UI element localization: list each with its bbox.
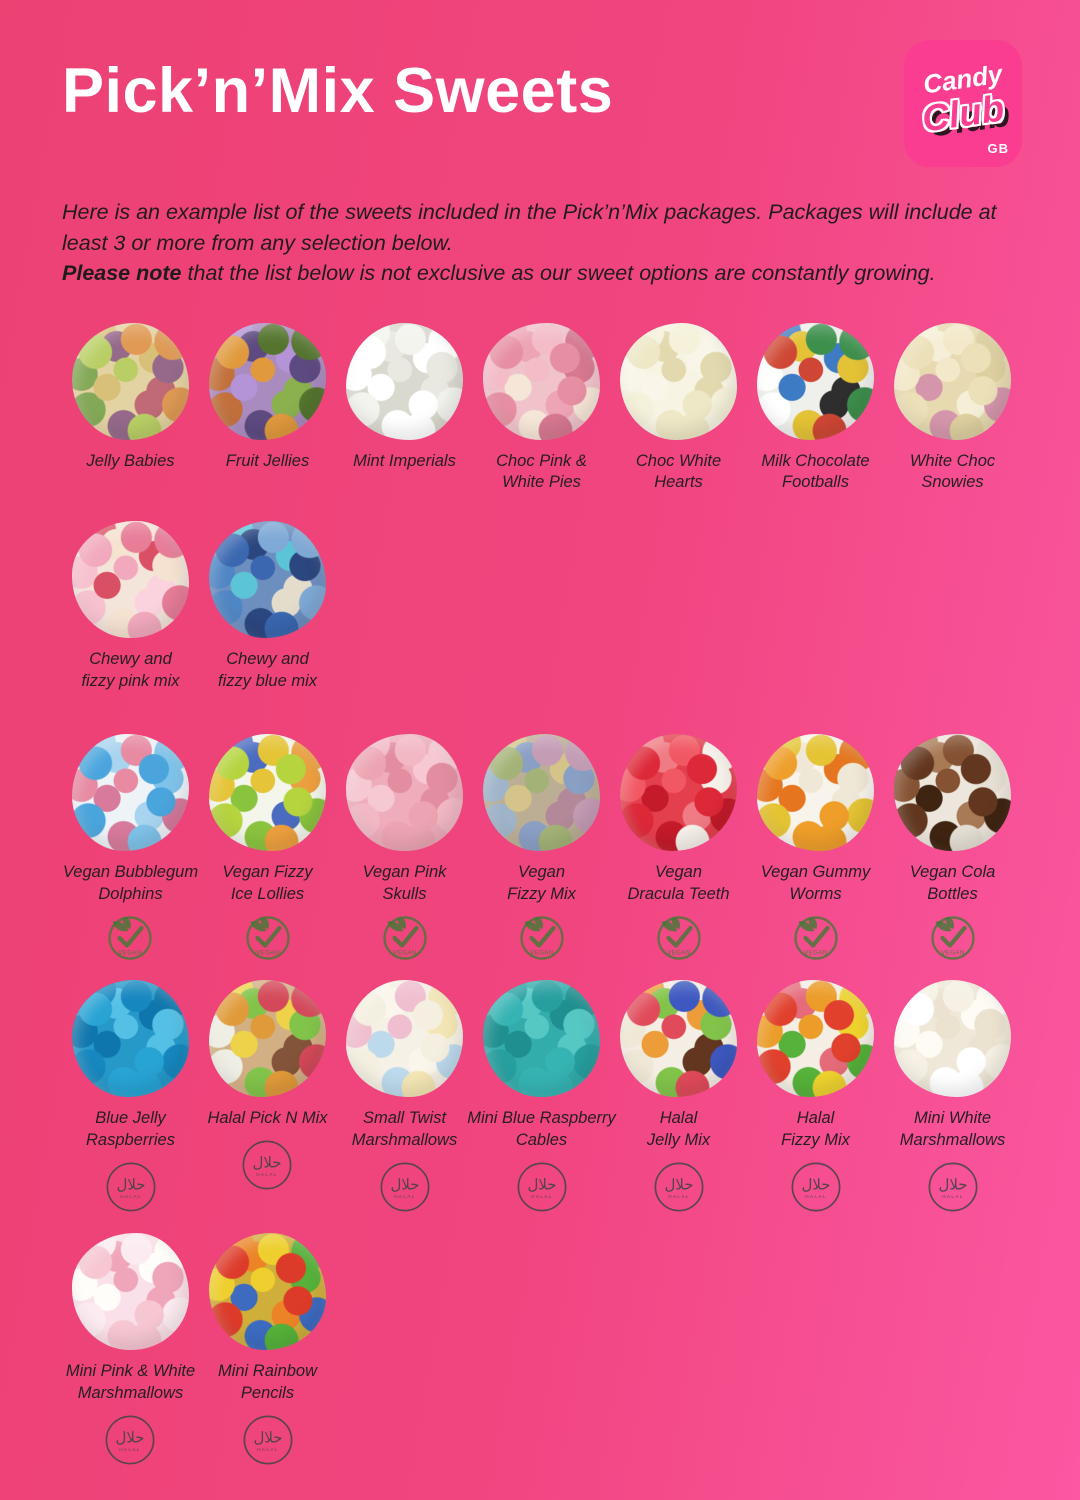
halal-icon: [653, 1161, 705, 1213]
sweet-item: [209, 1233, 326, 1466]
halal-badge-arabic: حلال: [252, 1429, 283, 1447]
sweet-photo: [72, 980, 189, 1097]
sweet-photo: [483, 323, 600, 440]
sweet-label-line: Fruit Jellies: [225, 451, 310, 470]
vegan-icon: [519, 915, 565, 961]
vegan-badge: [519, 915, 565, 961]
sweet-photo: [72, 323, 189, 440]
sweet-label-line: Marshmallows: [77, 1383, 184, 1402]
sweet-label-line: Blue Jelly: [95, 1109, 166, 1128]
logo-word-candy: Candy: [921, 58, 1005, 99]
sweet-item: [894, 734, 1011, 961]
sweet-label-line: Worms: [789, 885, 842, 904]
sweet-item: [757, 323, 874, 495]
halal-badge: [241, 1139, 293, 1191]
vegan-badge-text: VEGAN: [392, 950, 417, 957]
sweet-label: [218, 649, 317, 693]
sweet-photo: [620, 323, 737, 440]
halal-badge-arabic: حلال: [800, 1176, 831, 1194]
sweet-label-line: Mini White: [913, 1109, 991, 1128]
sweet-item: [346, 980, 463, 1213]
sweet-label: [910, 862, 996, 906]
sweet-label-line: Vegan Gummy: [760, 863, 871, 882]
sweet-item: [483, 734, 600, 961]
sweet-item: [209, 521, 326, 693]
sweet-label-line: Mini Pink & White: [65, 1362, 196, 1381]
logo-word-club: Club: [919, 86, 1007, 140]
sweet-label-line: Choc White: [635, 451, 722, 470]
sweet-item: [346, 734, 463, 961]
sweet-label-line: Chewy and: [226, 650, 309, 669]
sweet-label: [218, 1361, 317, 1405]
sweet-label: [63, 862, 198, 906]
sweet-item: [620, 734, 737, 961]
sweet-label: [66, 1361, 195, 1405]
sweet-photo: [209, 734, 326, 851]
sweet-item: [63, 734, 198, 961]
sweet-item: [620, 980, 737, 1213]
sweet-label: [781, 1108, 850, 1152]
sweets-grid: [62, 323, 1022, 1466]
sweet-photo: [346, 980, 463, 1097]
vegan-badge-text: VEGAN: [529, 950, 554, 957]
halal-badge: [105, 1161, 157, 1213]
sweet-label: [761, 451, 869, 495]
sweets-row: [62, 734, 1022, 961]
sweets-row: [62, 323, 1022, 495]
sweet-photo: [894, 323, 1011, 440]
sweet-label-line: Vegan: [654, 863, 703, 882]
sweet-label-line: Vegan: [517, 863, 566, 882]
vegan-badge: [382, 915, 428, 961]
sweet-label-line: Cables: [515, 1131, 568, 1150]
sweet-label-line: Mini Rainbow: [217, 1362, 318, 1381]
sweet-label-line: Halal Pick N Mix: [207, 1109, 328, 1128]
sweet-item: [894, 323, 1011, 495]
sweet-label-line: Halal: [659, 1109, 698, 1128]
sweet-item: [207, 980, 327, 1213]
sweet-label: [353, 451, 456, 473]
sweet-item: [209, 323, 326, 495]
sweets-row: [62, 980, 1022, 1213]
halal-badge: [927, 1161, 979, 1213]
sweet-item: [346, 323, 463, 495]
halal-badge-text: HALAL: [941, 1194, 964, 1200]
halal-badge-text: HALAL: [119, 1194, 142, 1200]
vegan-badge-text: VEGAN: [803, 950, 828, 957]
vegan-badge-text: VEGAN: [118, 950, 143, 957]
sweet-label-line: Jelly Babies: [86, 451, 175, 470]
vegan-badge-text: VEGAN: [255, 950, 280, 957]
sweet-item: [72, 323, 189, 495]
halal-badge-text: HALAL: [804, 1194, 827, 1200]
sweet-label: [467, 1108, 616, 1152]
sweet-label-line: Raspberries: [86, 1131, 175, 1150]
sweet-label: [910, 451, 995, 495]
vegan-icon: [793, 915, 839, 961]
halal-icon: [927, 1161, 979, 1213]
halal-icon: [104, 1414, 156, 1466]
vegan-badge: [793, 915, 839, 961]
sweet-label-line: Mint Imperials: [353, 451, 456, 470]
sweet-photo: [209, 323, 326, 440]
sweet-item: [209, 734, 326, 961]
sweet-label: [363, 862, 447, 906]
sweet-label: [507, 862, 576, 906]
halal-badge-arabic: حلال: [252, 1154, 283, 1172]
sweet-label-line: Halal: [796, 1109, 835, 1128]
sweet-label-line: Dracula Teeth: [627, 885, 730, 904]
sweet-label-line: Fizzy Mix: [507, 885, 576, 904]
sweet-photo: [346, 734, 463, 851]
halal-badge: [516, 1161, 568, 1213]
sweet-label: [900, 1108, 1005, 1152]
halal-badge-arabic: حلال: [115, 1429, 146, 1447]
sweet-photo: [894, 980, 1011, 1097]
sweet-label-line: Vegan Pink: [362, 863, 447, 882]
sweet-label: [86, 451, 174, 473]
sweet-label-line: Mini Blue Raspberry: [467, 1109, 616, 1128]
sweet-photo: [483, 980, 600, 1097]
halal-icon: [379, 1161, 431, 1213]
sweet-label: [86, 1108, 175, 1152]
sweet-label: [627, 862, 729, 906]
halal-icon: [516, 1161, 568, 1213]
sweet-label-line: Small Twist: [362, 1109, 447, 1128]
sweet-photo: [72, 1233, 189, 1350]
halal-badge-arabic: حلال: [115, 1176, 146, 1194]
halal-badge-text: HALAL: [119, 1446, 142, 1452]
sweet-item: [483, 323, 600, 495]
sweet-label-line: Bottles: [927, 885, 978, 904]
vegan-badge: [656, 915, 702, 961]
halal-badge-text: HALAL: [667, 1194, 690, 1200]
sweet-photo: [757, 980, 874, 1097]
sweet-label: [222, 862, 312, 906]
sweet-label-line: Pencils: [240, 1383, 295, 1402]
vegan-icon: [930, 915, 976, 961]
sweet-item: [757, 980, 874, 1213]
flyer-header: [62, 40, 1022, 167]
sweet-label: [81, 649, 179, 693]
sweet-photo: [483, 734, 600, 851]
sweet-photo: [346, 323, 463, 440]
vegan-icon: [107, 915, 153, 961]
sweet-label-line: Fizzy Mix: [781, 1131, 850, 1150]
intro-note-label: Please note: [62, 261, 182, 286]
sweet-item: [66, 1233, 195, 1466]
sweet-label-line: Dolphins: [98, 885, 163, 904]
halal-badge-arabic: حلال: [663, 1176, 694, 1194]
vegan-badge: [245, 915, 291, 961]
halal-icon: [242, 1414, 294, 1466]
sweet-label-line: Choc Pink &: [496, 451, 587, 470]
sweet-label-line: Vegan Cola: [909, 863, 996, 882]
halal-icon: [105, 1161, 157, 1213]
halal-badge: [104, 1414, 156, 1466]
sweet-label-line: Milk Chocolate: [761, 451, 870, 470]
sweet-label-line: fizzy blue mix: [217, 672, 318, 691]
sweet-label-line: Snowies: [921, 473, 984, 492]
intro-note-text: that the list below is not exclusive as our sweet options are constantly growing.: [181, 261, 936, 286]
halal-badge-text: HALAL: [530, 1194, 553, 1200]
sweet-label: [647, 1108, 710, 1152]
sweet-photo: [620, 980, 737, 1097]
halal-badge-text: HALAL: [256, 1446, 279, 1452]
sweet-label: [636, 451, 721, 495]
sweet-label-line: Jelly Mix: [646, 1131, 711, 1150]
sweet-label: [226, 451, 309, 473]
halal-icon: [241, 1139, 293, 1191]
sweets-row: [62, 521, 1022, 693]
vegan-badge: [107, 915, 153, 961]
sweet-label: [352, 1108, 457, 1152]
logo-country-label: GB: [987, 141, 1009, 156]
halal-badge-text: HALAL: [256, 1172, 279, 1178]
vegan-badge-text: VEGAN: [666, 950, 691, 957]
sweet-photo: [209, 1233, 326, 1350]
sweet-label-line: Ice Lollies: [230, 885, 305, 904]
sweet-label-line: Marshmallows: [899, 1131, 1006, 1150]
sweet-item: [467, 980, 616, 1213]
sweet-photo: [757, 734, 874, 851]
halal-badge: [653, 1161, 705, 1213]
vegan-icon: [656, 915, 702, 961]
halal-badge-arabic: حلال: [389, 1176, 420, 1194]
halal-badge-text: HALAL: [393, 1194, 416, 1200]
halal-badge: [379, 1161, 431, 1213]
sweets-row: [62, 1233, 1022, 1466]
candy-club-logo: [904, 40, 1022, 167]
sweet-label-line: White Pies: [502, 473, 581, 492]
sweet-photo: [894, 734, 1011, 851]
sweet-label-line: Marshmallows: [351, 1131, 458, 1150]
sweet-label-line: fizzy pink mix: [81, 672, 180, 691]
sweet-item: [72, 980, 189, 1213]
halal-badge: [790, 1161, 842, 1213]
sweet-label: [761, 862, 870, 906]
sweet-photo: [209, 980, 326, 1097]
sweet-label: [496, 451, 587, 495]
sweet-item: [72, 521, 189, 693]
halal-badge-arabic: حلال: [937, 1176, 968, 1194]
vegan-icon: [245, 915, 291, 961]
intro-paragraph: Here is an example list of the sweets included in the Pick’n’Mix packages. Packages will include at least 3 or more from any selection below.: [62, 200, 997, 255]
halal-icon: [790, 1161, 842, 1213]
vegan-icon: [382, 915, 428, 961]
intro-text: [62, 197, 997, 289]
sweet-label-line: Skulls: [382, 885, 427, 904]
sweet-label-line: White Choc: [909, 451, 996, 470]
sweet-item: [894, 980, 1011, 1213]
halal-badge-arabic: حلال: [526, 1176, 557, 1194]
sweet-photo: [72, 734, 189, 851]
sweet-photo: [72, 521, 189, 638]
halal-badge: [242, 1414, 294, 1466]
sweet-label-line: Chewy and: [89, 650, 172, 669]
sweet-label-line: Footballs: [782, 473, 849, 492]
sweet-label-line: Vegan Fizzy: [222, 863, 313, 882]
vegan-badge-text: VEGAN: [940, 950, 965, 957]
sweet-photo: [620, 734, 737, 851]
vegan-badge: [930, 915, 976, 961]
page-title: Pick’n’Mix Sweets: [62, 56, 614, 126]
sweet-label-line: Hearts: [654, 473, 703, 492]
sweet-photo: [209, 521, 326, 638]
sweet-label-line: Vegan Bubblegum: [62, 863, 199, 882]
sweet-label: [207, 1108, 327, 1130]
sweet-item: [620, 323, 737, 495]
sweet-item: [757, 734, 874, 961]
sweet-photo: [757, 323, 874, 440]
